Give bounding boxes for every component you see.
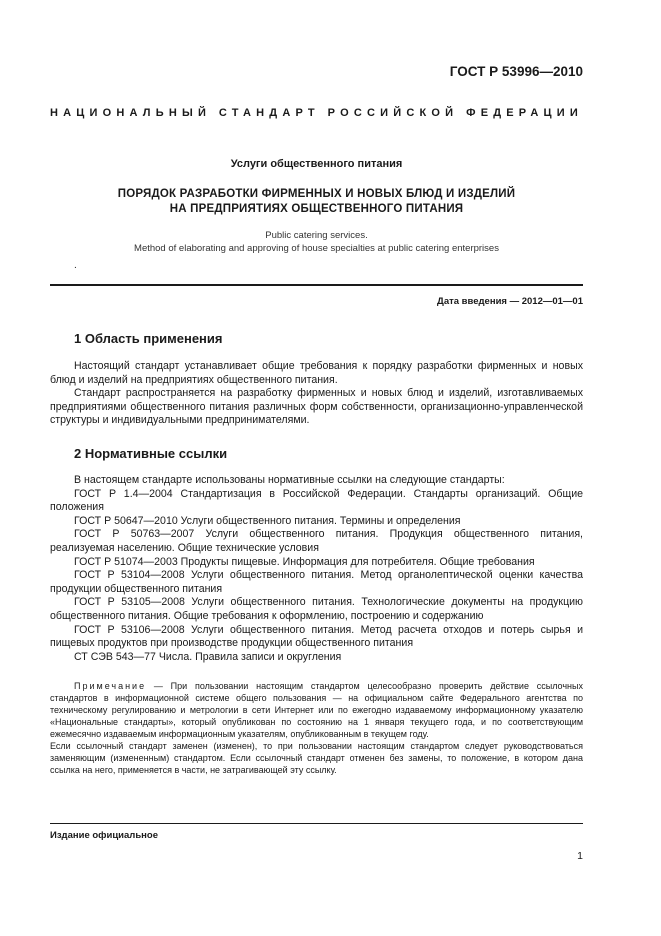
reference-item: ГОСТ Р 1.4—2004 Стандартизация в Российской Федерации. Стандарты организаций. Общие положения [50, 487, 583, 514]
reference-intro: В настоящем стандарте использованы нормативные ссылки на следующие стандарты: [74, 474, 505, 486]
edition-label: Издание официальное [50, 830, 158, 841]
note-block [50, 680, 583, 776]
dot-mark: . [74, 260, 77, 271]
note-paragraph-1 [50, 680, 583, 740]
note-label: Примечание [74, 681, 147, 691]
english-title [50, 229, 583, 255]
page-number: 1 [577, 850, 583, 862]
title-line-2: НА ПРЕДПРИЯТИЯХ ОБЩЕСТВЕННОГО ПИТАНИЯ [169, 203, 464, 215]
section-2-body [50, 474, 583, 664]
note-paragraph-2: Если ссылочный стандарт заменен (изменен), то при пользовании настоящим стандартом следует руководствоваться заменяющим (измененным) стандартом. Если ссылочный стандарт отменен без замены, то положение, в котором дана ссылка на него, применяется в части, не затрагивающей эту ссылку. [50, 741, 583, 775]
top-rule [50, 284, 583, 286]
standard-banner [50, 107, 583, 119]
reference-item: ГОСТ Р 53104—2008 Услуги общественного питания. Метод органолептической оценки качества продукции общественного питания [50, 569, 583, 595]
title-line-1: ПОРЯДОК РАЗРАБОТКИ ФИРМЕННЫХ И НОВЫХ БЛЮД И ИЗДЕЛИЙ [117, 188, 516, 200]
reference-item: ГОСТ Р 50647—2010 Услуги общественного питания. Термины и определения [74, 514, 461, 527]
subject-line: Услуги общественного питания [230, 158, 403, 170]
reference-item: ГОСТ Р 50763—2007 Услуги общественного питания. Продукция общественного питания, реализуемая населению. Общие технические условия [50, 528, 583, 554]
reference-item: ГОСТ Р 53106—2008 Услуги общественного питания. Метод расчета отходов и потерь сырья и пищевых продуктов при производстве продукции общественного питания [50, 623, 583, 650]
banner-word: ФЕДЕРАЦИИ [466, 107, 583, 119]
bottom-rule [50, 823, 583, 824]
document-title [50, 187, 583, 217]
document-code: ГОСТ Р 53996—2010 [449, 64, 583, 79]
note-text-1: — При пользовании настоящим стандартом целесообразно проверить действие ссылочных стандартов в информационной системе общего пользования — на официальном сайте Федерального агентства по техническому регулированию и метрологии в сети Интернет или по ежегодно издаваемому информационному указателю «Национальные стандарты», который опубликован по состоянию на 1 января текущего года, и по соответствующим ежемесячно издаваемым информационным указателям, опубликованным в текущем году. [50, 681, 583, 739]
reference-item: ГОСТ Р 51074—2003 Продукты пищевые. Информация для потребителя. Общие требования [74, 555, 535, 568]
english-title-line-1: Public catering services. [265, 230, 368, 241]
banner-word: РОССИЙСКОЙ [327, 107, 459, 119]
reference-item: СТ СЭВ 543—77 Числа. Правила записи и округления [74, 650, 342, 663]
banner-word: НАЦИОНАЛЬНЫЙ [50, 107, 212, 119]
english-title-line-2: Method of elaborating and approving of house specialties at public catering enterprises [134, 243, 499, 254]
section-1-paragraph: Настоящий стандарт устанавливает общие требования к порядку разработки фирменных и новых блюд и изделий на предприятиях общественного питания. [50, 360, 583, 386]
reference-item: ГОСТ Р 53105—2008 Услуги общественного питания. Технологические документы на продукцию общественного питания. Общие требования к оформлению, построению и содержанию [50, 596, 583, 622]
section-1-heading: 1 Область применения [74, 331, 223, 346]
section-1-paragraph: Стандарт распространяется на разработку фирменных и новых блюд и изделий, изготавливаемых предприятиями общественного питания различных форм собственности, организационно-управленческой структуры и индивидуальными предпринимателями. [50, 387, 583, 427]
banner-word: СТАНДАРТ [218, 107, 320, 119]
section-2-heading: 2 Нормативные ссылки [74, 446, 228, 461]
introduction-date: Дата введения — 2012—01—01 [437, 296, 583, 307]
section-1-body [50, 360, 583, 428]
